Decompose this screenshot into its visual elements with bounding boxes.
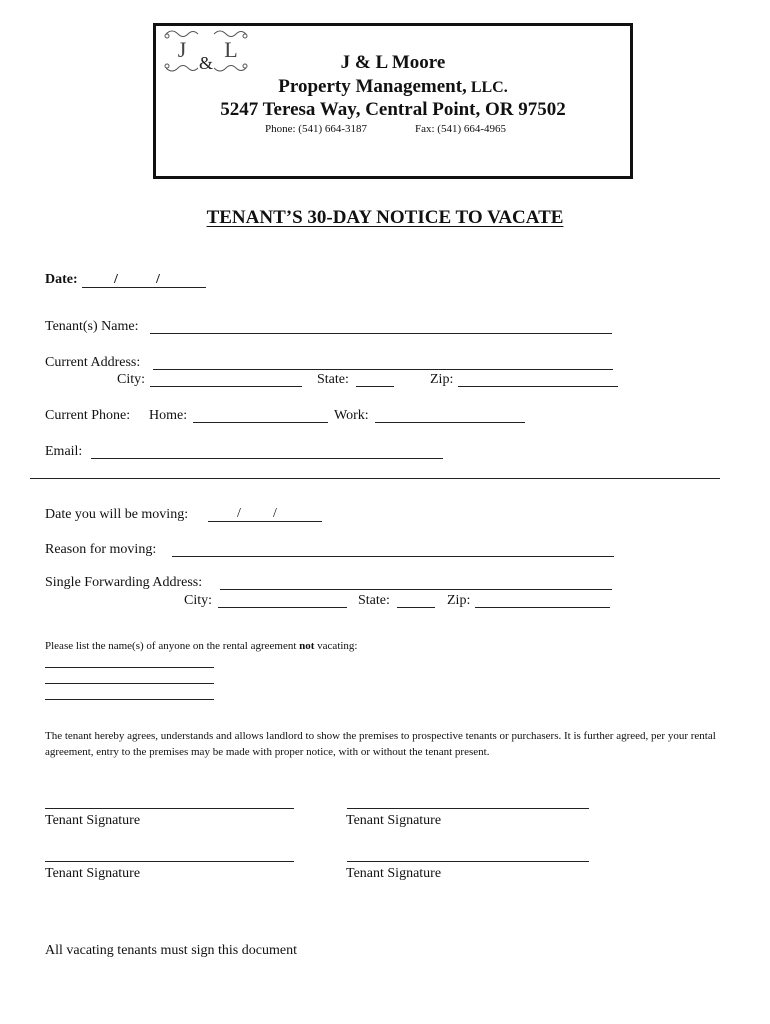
tenant-signature-label: Tenant Signature: [346, 866, 442, 881]
tenant-signature-label: Tenant Signature: [346, 813, 442, 828]
notice-title: TENANT’S 30-DAY NOTICE TO VACATE: [206, 207, 564, 228]
company-name: J & L Moore: [340, 52, 446, 73]
company-subtitle: Property Management, LLC.: [278, 76, 508, 97]
date-field[interactable]: [82, 287, 206, 288]
work-phone-label: Work:: [334, 408, 369, 423]
date-separator: /: [114, 272, 118, 287]
tenant-signature-line-3[interactable]: [45, 861, 294, 862]
tenant-name-label: Tenant(s) Name:: [45, 319, 139, 334]
current-address-field[interactable]: [153, 369, 613, 370]
date-separator: /: [156, 272, 160, 287]
tenant-signature-line-1[interactable]: [45, 808, 294, 809]
forwarding-address-label: Single Forwarding Address:: [45, 575, 203, 590]
forwarding-state-label: State:: [358, 593, 390, 608]
svg-text:J: J: [177, 37, 187, 62]
svg-text:&: &: [198, 53, 214, 73]
company-fax: Fax: (541) 664-4965: [415, 123, 507, 135]
date-separator: /: [237, 506, 241, 521]
city-label: City:: [117, 372, 146, 387]
zip-label: Zip:: [430, 372, 454, 387]
footer-note: All vacating tenants must sign this document: [45, 943, 297, 958]
forwarding-zip-label: Zip:: [447, 593, 471, 608]
state-field[interactable]: [356, 386, 394, 387]
tenant-name-field[interactable]: [150, 333, 612, 334]
not-vacating-instruction: Please list the name(s) of anyone on the rental agreement not vacating:: [45, 640, 358, 652]
company-phone: Phone: (541) 664-3187: [265, 123, 368, 135]
tenant-signature-label: Tenant Signature: [45, 866, 141, 881]
forwarding-city-field[interactable]: [218, 607, 347, 608]
home-phone-label: Home:: [149, 408, 188, 423]
moving-date-label: Date you will be moving:: [45, 507, 189, 522]
reason-field[interactable]: [172, 556, 614, 557]
section-divider: [30, 478, 720, 479]
current-phone-label: Current Phone:: [45, 408, 131, 423]
company-address: 5247 Teresa Way, Central Point, OR 97502: [220, 99, 566, 120]
work-phone-field[interactable]: [375, 422, 525, 423]
forwarding-zip-field[interactable]: [475, 607, 610, 608]
agreement-paragraph: The tenant hereby agrees, understands and allows landlord to show the premises to prospective tenants or purchasers. It is further agreed, per your rental agreement, entry to the premises may be made with proper notice, with or without the tenant present.: [45, 730, 716, 758]
current-address-label: Current Address:: [45, 355, 141, 370]
tenant-signature-line-2[interactable]: [347, 808, 589, 809]
state-label: State:: [317, 372, 349, 387]
email-field[interactable]: [91, 458, 443, 459]
city-field[interactable]: [150, 386, 302, 387]
zip-field[interactable]: [458, 386, 618, 387]
svg-text:L: L: [224, 37, 238, 62]
reason-label: Reason for moving:: [45, 542, 157, 557]
date-separator: /: [273, 506, 277, 521]
not-vacating-name-field-1[interactable]: [45, 667, 214, 668]
forwarding-city-label: City:: [184, 593, 213, 608]
forwarding-address-field[interactable]: [220, 589, 612, 590]
home-phone-field[interactable]: [193, 422, 328, 423]
tenant-signature-label: Tenant Signature: [45, 813, 141, 828]
date-label: Date:: [45, 272, 78, 287]
not-vacating-name-field-3[interactable]: [45, 699, 214, 700]
email-label: Email:: [45, 444, 83, 459]
forwarding-state-field[interactable]: [397, 607, 435, 608]
not-vacating-name-field-2[interactable]: [45, 683, 214, 684]
moving-date-field[interactable]: [208, 521, 322, 522]
tenant-signature-line-4[interactable]: [347, 861, 589, 862]
